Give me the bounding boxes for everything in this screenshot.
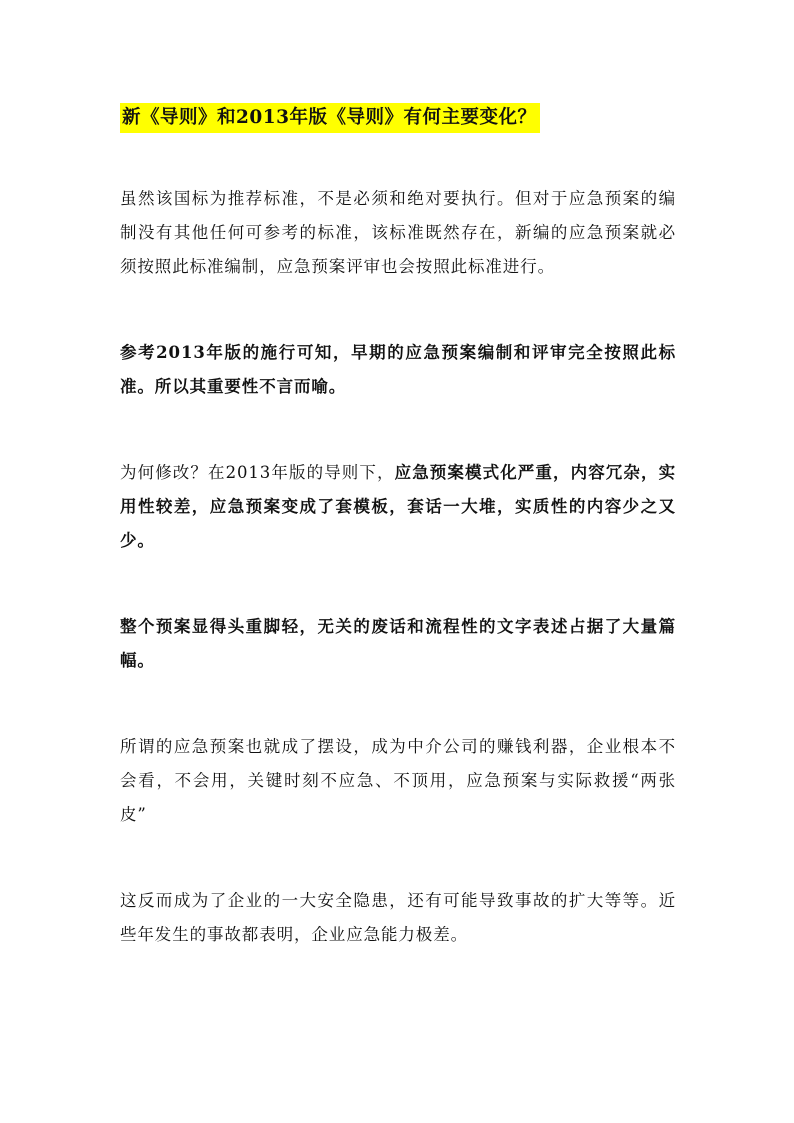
spacer (120, 558, 676, 610)
why-revise-bold-text: 应急预案模式化严重，内容冗杂，实用性较差，应急预案变成了套模板，套话一大堆，实质性的内容少之又少。 (120, 463, 676, 550)
paragraph-top-heavy: 整个预案显得头重脚轻，无关的废话和流程性的文字表述占据了大量篇幅。 (120, 617, 676, 670)
document-body (120, 100, 676, 952)
spacer (120, 284, 676, 336)
spacer (120, 404, 676, 456)
highlighted-heading: 新《导则》和2013年版《导则》有何主要变化？ (120, 103, 540, 133)
spacer (120, 832, 676, 884)
spacer (120, 678, 676, 730)
paragraph-just-decoration: 所谓的应急预案也就成了摆设，成为中介公司的赚钱利器，企业根本不会看，不会用，关键时刻不应急、不顶用，应急预案与实际救援“两张皮” (120, 737, 676, 824)
heading-row (120, 100, 676, 135)
paragraph-safety-hazard: 这反而成为了企业的一大安全隐患，还有可能导致事故的扩大等等。近些年发生的事故都表明，企业应急能力极差。 (120, 891, 676, 944)
paragraph-recommended-standard: 虽然该国标为推荐标准，不是必须和绝对要执行。但对于应急预案的编制没有其他任何可参考的标准，该标准既然存在，新编的应急预案就必须按照此标准编制，应急预案评审也会按照此标准进行。 (120, 189, 676, 276)
paragraph-why-revise (120, 456, 676, 558)
why-revise-plain-text: 为何修改？在2013年版的导则下， (120, 463, 395, 482)
paragraph-2013-reference: 参考2013年版的施行可知，早期的应急预案编制和评审完全按照此标准。所以其重要性不言而喻。 (120, 343, 676, 396)
spacer (120, 135, 676, 182)
